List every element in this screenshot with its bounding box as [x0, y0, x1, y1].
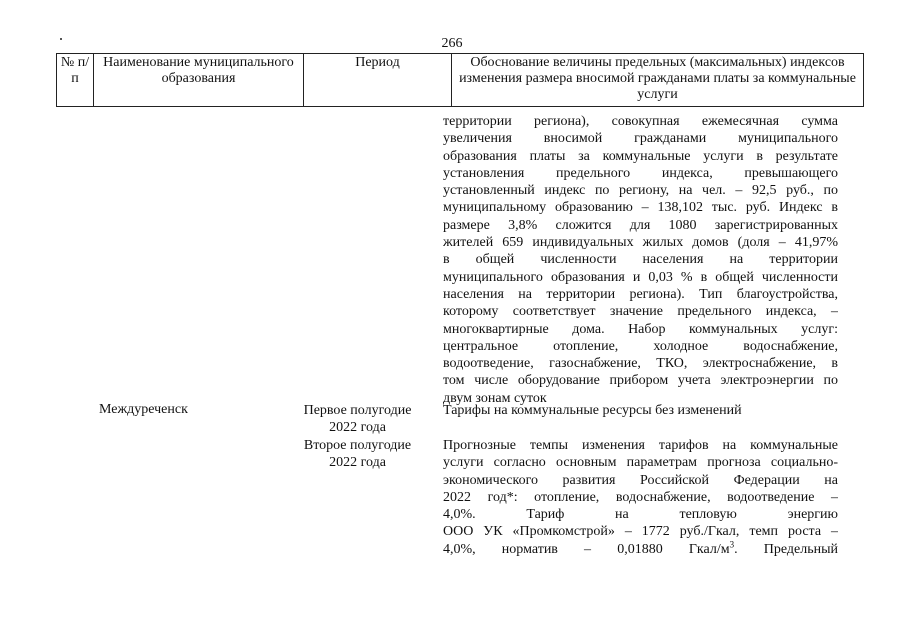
text-line: ООО УК «Промкомстрой» – 1772 руб./Гкал, темп роста – [443, 524, 838, 540]
header-period: Период [304, 54, 452, 107]
text-line: территории региона), совокупная ежемесячная сумма [443, 114, 838, 129]
continued-justification [443, 113, 838, 407]
justification-second-half [443, 437, 838, 558]
header-number: № п/п [57, 54, 94, 107]
text-line: увеличения вносимой гражданами муниципального [443, 131, 838, 147]
text-line: установленный индекс по региону, на чел. – 92,5 руб., по [443, 183, 838, 199]
text-segment: 4,0%, норматив – 0,01880 Гкал/м [443, 541, 730, 557]
text-line: центральное отопление, холодное водоснабжение, [443, 338, 838, 354]
period-first-half [290, 402, 425, 436]
text-line: Прогнозные темпы изменения тарифов на коммунальные [443, 438, 838, 453]
period-second-half [290, 437, 425, 471]
text-line: 2022 год*: отопление, водоснабжение, водоотведение – [443, 489, 838, 505]
text-line: том числе оборудование прибором учета электроэнергии по [443, 373, 838, 389]
text-line: населения на территории региона). Тип благоустройства, [443, 286, 838, 302]
text-line: муниципальному образованию – 138,102 тыс. руб. Индекс в [443, 200, 838, 216]
text-line: Тарифы на коммунальные ресурсы без изменений [443, 403, 742, 418]
text-line: жителей 659 индивидуальных жилых домов (доля – 41,97% [443, 235, 838, 251]
table-header [56, 53, 864, 107]
text-line: размере 3,8% сложится для 1080 зарегистрированных [443, 217, 838, 233]
text-line: которому соответствует значение предельного индекса, – [443, 304, 838, 320]
period-line: Первое полугодие [303, 403, 412, 418]
text-line: 4,0%. Тариф на тепловую энергию [443, 507, 838, 523]
text-line: многоквартирные дома. Набор коммунальных услуг: [443, 321, 838, 337]
text-line: муниципального образования и 0,03 % в общей численности [443, 269, 838, 285]
text-segment: . Предельный [734, 541, 838, 557]
period-line: 2022 года [329, 455, 386, 470]
text-line: экономического развития Российской Федерации на [443, 472, 838, 488]
justification-first-half [443, 402, 838, 419]
period-line: Второе полугодие [303, 438, 412, 453]
period-line: 2022 года [329, 420, 386, 435]
text-line-last [443, 541, 838, 558]
text-line: установления предельного индекса, превышающего [443, 165, 838, 181]
text-line: образования платы за коммунальные услуги в результате [443, 148, 838, 164]
header-municipality: Наименование муниципального образования [94, 54, 304, 107]
header-justification: Обоснование величины предельных (максимальных) индексов изменения размера вносимой гражданами платы за коммунальные услуги [452, 54, 864, 107]
text-line: услуги согласно основным параметрам прогноза социально- [443, 455, 838, 471]
text-line: в общей численности населения на территории [443, 252, 838, 268]
superscript: 3 [729, 540, 735, 550]
municipality-name: Междуреченск [99, 402, 188, 417]
page-number: 266 [441, 36, 463, 51]
text-line: двум зонам суток [443, 390, 547, 406]
text-line: водоотведение, газоснабжение, ТКО, электроснабжение, в [443, 356, 838, 372]
